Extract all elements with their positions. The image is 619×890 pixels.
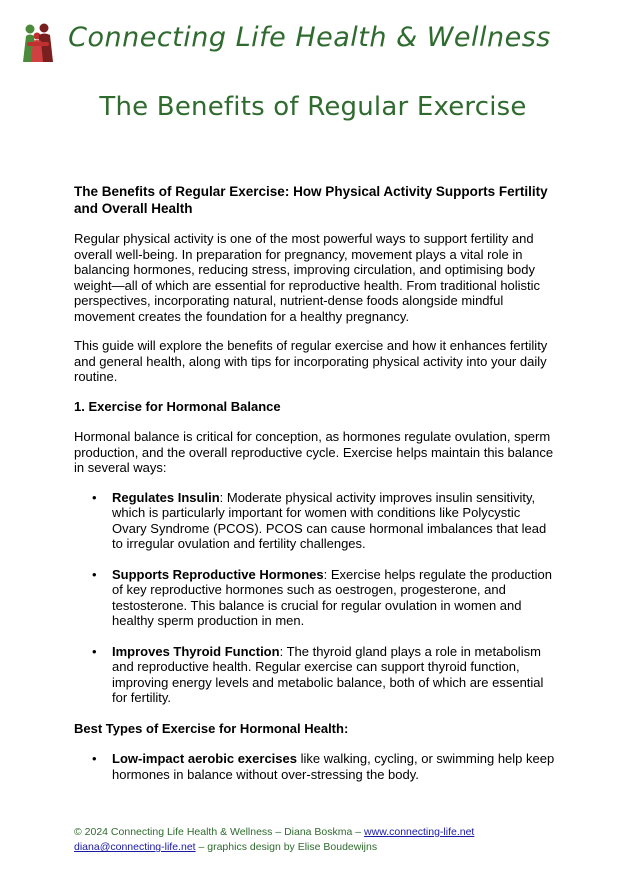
best-types-heading: Best Types of Exercise for Hormonal Health: — [74, 720, 349, 736]
list-item-term: Regulates Insulin — [112, 489, 220, 505]
best-types-list — [74, 751, 556, 782]
list-item-term: Low-impact aerobic exercises — [112, 751, 297, 766]
intro-paragraph: Regular physical activity is one of the most powerful ways to support fertility and overall well-being. In preparation for pregnancy, movement plays a vital role in balancing hormones, reducing stress, improving circulation, and optimising body weight—all of which are essential for reproductive health. From traditional holistic perspectives, incorporating natural, nutrient-dense foods alongside mindful movement creates the foundation for a healthy pregnancy. — [74, 231, 541, 324]
list-item — [112, 751, 556, 782]
website-link[interactable]: www.connecting-life.net — [364, 826, 475, 838]
list-item — [112, 644, 556, 706]
copyright-text: © 2024 Connecting Life Health & Wellness – Diana Boskma – — [74, 826, 365, 838]
list-item-text: : The thyroid gland plays a role in metabolism and reproductive health. Regular exercise can support thyroid function, improving energy levels and metabolic balance, both of which are essential for fertility. — [112, 643, 544, 705]
hormonal-balance-list — [74, 490, 556, 706]
article-body — [74, 183, 556, 797]
brand-name: Connecting Life Health & Wellness — [68, 22, 551, 53]
list-item — [112, 490, 556, 552]
page-footer — [74, 825, 594, 855]
section-heading: 1. Exercise for Hormonal Balance — [74, 398, 281, 414]
list-item-term: Improves Thyroid Function — [112, 643, 280, 659]
credits-text: – graphics design by Elise Boudewijns — [195, 841, 378, 853]
guide-paragraph: This guide will explore the benefits of regular exercise and how it enhances fertility and general health, along with tips for incorporating physical activity into your daily routine. — [74, 338, 548, 384]
article-heading: The Benefits of Regular Exercise: How Physical Activity Supports Fertility and Overall Health — [74, 184, 548, 216]
list-item-text: like walking, cycling, or swimming help keep hormones in balance without over-stressing the body. — [112, 751, 555, 782]
section-intro: Hormonal balance is critical for conception, as hormones regulate ovulation, sperm production, and the overall reproductive cycle. Exercise helps maintain this balance in several ways: — [74, 429, 554, 475]
email-link[interactable]: diana@connecting-life.net — [74, 841, 196, 853]
document-title: The Benefits of Regular Exercise — [99, 92, 527, 122]
list-item-term: Supports Reproductive Hormones — [112, 566, 324, 582]
list-item-text: : Moderate physical activity improves insulin sensitivity, which is particularly important for women with conditions like Polycystic Ovary Syndrome (PCOS). PCOS can cause hormonal imbalances that lead to irregular ovulation and fertility challenges. — [112, 489, 547, 551]
list-item-text: : Exercise helps regulate the production of key reproductive hormones such as oestrogen, progesterone, and testosterone. This balance is crucial for regular ovulation in women and healthy sperm production in men. — [112, 566, 552, 628]
footer-line-1 — [74, 825, 594, 840]
list-item — [112, 567, 556, 629]
footer-line-2 — [74, 840, 594, 855]
